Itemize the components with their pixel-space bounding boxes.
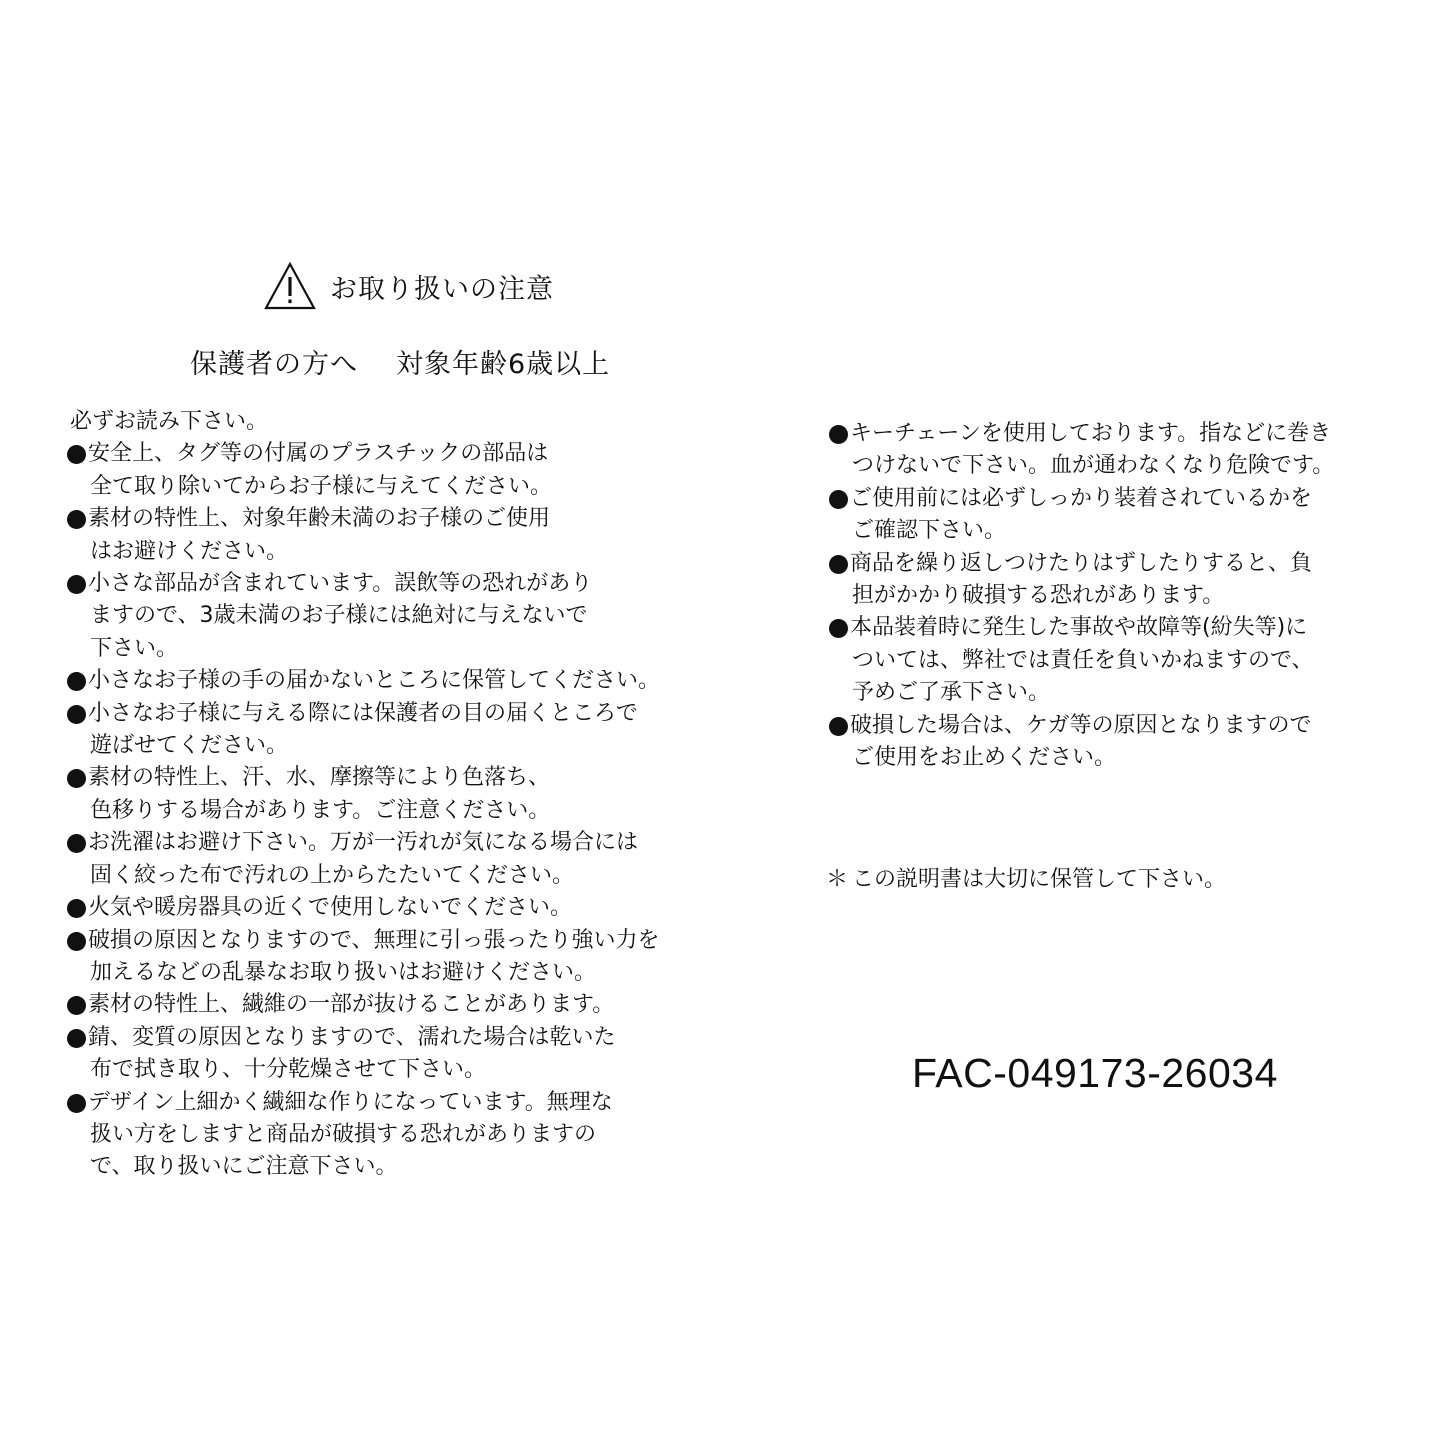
list-item-text	[850, 418, 1426, 483]
list-item-line: デザイン上細かく繊細な作りになっています。無理な	[88, 1089, 613, 1115]
list-item	[826, 548, 1426, 613]
bullet-dot-icon	[64, 438, 88, 464]
bullet-dot-icon	[64, 665, 88, 691]
list-item-text	[88, 762, 704, 827]
list-item-text	[88, 698, 704, 763]
list-item-line: で、取り扱いにご注意下さい。	[90, 1154, 398, 1180]
bullet-dot-icon	[64, 698, 88, 724]
list-item-text	[850, 612, 1426, 709]
bullet-dot-icon	[64, 568, 88, 594]
bullet-dot-icon	[64, 503, 88, 529]
bullet-dot-icon	[826, 548, 850, 574]
list-item-line: 破損の原因となりますので、無理に引っ張ったり強い力を	[88, 927, 660, 953]
right-column	[826, 418, 1426, 774]
bullet-dot-icon	[826, 612, 850, 638]
list-item-text	[88, 503, 704, 568]
list-item-text	[88, 665, 704, 697]
intro-text: 必ずお読み下さい。	[70, 409, 269, 434]
guardian-label: 保護者の方へ	[190, 349, 358, 380]
list-item-line: 遊ばせてください。	[90, 733, 289, 759]
product-code: FAC-049173-26034	[912, 1050, 1278, 1096]
age-label: 対象年齢6歳以上	[396, 349, 611, 380]
list-item-line: 安全上、タグ等の付属のプラスチックの部品は	[88, 441, 549, 467]
list-item-line: 錆、変質の原因となりますので、濡れた場合は乾いた	[88, 1024, 616, 1050]
list-item	[64, 1022, 704, 1087]
list-item-line: ついては、弊社では責任を負いかねますので、	[852, 647, 1314, 673]
list-item-line: ご使用前には必ずしっかり装着されているかを	[850, 485, 1313, 511]
page-title: お取り扱いの注意	[330, 273, 554, 305]
bullet-dot-icon	[826, 418, 850, 444]
list-item-text	[88, 827, 704, 892]
list-item-line: ご確認下さい。	[852, 518, 1007, 544]
list-item	[64, 665, 704, 697]
list-item-line: 小さなお子様に与える際には保護者の目の届くところで	[88, 700, 638, 726]
list-item-text	[850, 710, 1426, 775]
bullet-dot-icon	[64, 827, 88, 853]
list-item-line: 加えるなどの乱暴なお取り扱いはお避けください。	[90, 959, 597, 985]
list-item-line: 素材の特性上、汗、水、摩擦等により色落ち、	[88, 765, 551, 791]
note-text: この説明書は大切に保管して下さい。	[852, 867, 1227, 892]
left-item-list	[64, 438, 704, 1183]
list-item-text	[88, 568, 704, 665]
list-item	[64, 989, 704, 1021]
list-item-line: 下さい。	[90, 635, 179, 661]
list-item-line: つけないで下さい。血が通わなくなり危険です。	[852, 453, 1335, 479]
bullet-dot-icon	[64, 1022, 88, 1048]
warning-triangle-icon	[264, 261, 316, 311]
list-item-line: 小さなお子様の手の届かないところに保管してください。	[88, 668, 661, 694]
list-item-text	[88, 925, 704, 990]
list-item	[64, 438, 704, 503]
list-item-line: 小さな部品が含まれています。誤飲等の恐れがあり	[88, 571, 593, 597]
list-item-text	[88, 1022, 704, 1087]
bullet-dot-icon	[64, 925, 88, 951]
left-column	[64, 406, 704, 1184]
list-item-text	[850, 483, 1426, 548]
bullet-dot-icon	[64, 762, 88, 788]
list-item	[826, 418, 1426, 483]
list-item-text	[88, 438, 704, 503]
list-item-line: 商品を繰り返しつけたりはずしたりすると、負	[850, 550, 1313, 576]
list-item-text	[88, 989, 704, 1021]
list-item	[64, 762, 704, 827]
list-item-line: 破損した場合は、ケガ等の原因となりますので	[850, 712, 1312, 738]
list-item-line: 予めご了承下さい。	[852, 680, 1051, 706]
list-item-line: ご使用をお止めください。	[852, 745, 1117, 771]
list-item-line: 固く絞った布で汚れの上からたたいてください。	[90, 862, 575, 888]
list-item-line: 布で拭き取り、十分乾燥させて下さい。	[90, 1057, 487, 1083]
list-item-line: はお避けください。	[90, 538, 289, 564]
list-item	[826, 483, 1426, 548]
bullet-dot-icon	[826, 483, 850, 509]
list-item	[64, 568, 704, 665]
list-item-line: 本品装着時に発生した事故や故障等(紛失等)に	[850, 615, 1308, 641]
list-item	[64, 925, 704, 990]
list-item-line: 扱い方をしますと商品が破損する恐れがありますの	[90, 1121, 597, 1147]
list-item	[64, 827, 704, 892]
bullet-dot-icon	[64, 1087, 88, 1113]
bullet-dot-icon	[826, 710, 850, 736]
list-item-line: 色移りする場合があります。ご注意ください。	[90, 797, 551, 823]
list-item-text	[88, 1087, 704, 1184]
list-item-line: 全て取り除いてからお子様に与えてください。	[90, 473, 553, 499]
storage-note	[826, 862, 1226, 893]
list-item-text	[850, 548, 1426, 613]
list-item-line: お洗濯はお避け下さい。万が一汚れが気になる場合には	[88, 830, 639, 856]
bullet-dot-icon	[64, 989, 88, 1015]
list-item	[826, 710, 1426, 775]
list-item-line: 素材の特性上、繊維の一部が抜けることがあります。	[88, 992, 615, 1018]
list-item	[826, 612, 1426, 709]
list-item	[64, 503, 704, 568]
list-item	[64, 698, 704, 763]
right-item-list	[826, 418, 1426, 774]
title-row	[264, 258, 554, 314]
list-item-line: ますので、3歳未満のお子様には絶対に与えないで	[90, 603, 588, 629]
list-item-text	[88, 892, 704, 924]
bullet-dot-icon	[64, 892, 88, 918]
list-item-line: キーチェーンを使用しております。指などに巻き	[850, 421, 1332, 446]
list-item-line: 火気や暖房器具の近くで使用しないでください。	[88, 895, 573, 921]
asterisk-mark: ＊	[826, 867, 849, 892]
subtitle	[190, 342, 610, 381]
list-item	[64, 1087, 704, 1184]
list-item-line: 担がかかり破損する恐れがあります。	[852, 583, 1225, 609]
list-item	[64, 892, 704, 924]
list-item-line: 素材の特性上、対象年齢未満のお子様のご使用	[88, 506, 551, 532]
